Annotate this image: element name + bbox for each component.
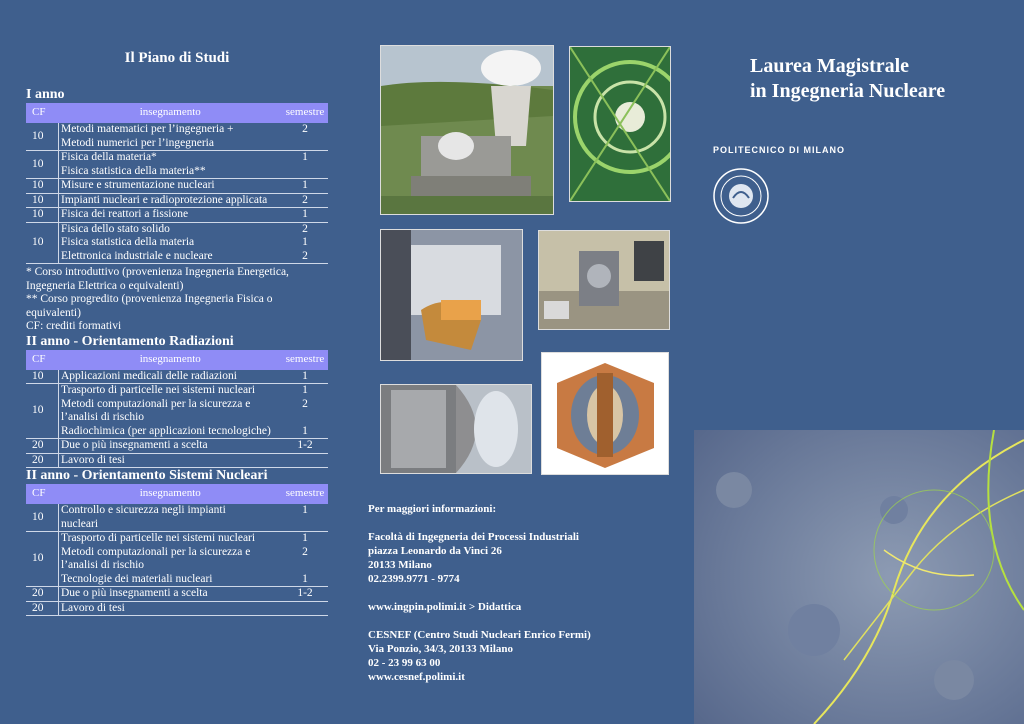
year2a-table — [26, 350, 328, 469]
course-cell — [59, 384, 283, 439]
semester-value: 1 — [302, 572, 308, 585]
detector-photo — [569, 46, 671, 202]
semester-value: 2 — [302, 545, 308, 558]
col-course: insegnamento — [59, 484, 283, 504]
col-cf: CF — [26, 103, 59, 123]
table-row — [26, 384, 328, 439]
course-cell — [59, 532, 283, 587]
year2b-table — [26, 484, 328, 616]
course-name: Due o più insegnamenti a scelta — [61, 439, 208, 451]
semester-cell — [282, 504, 328, 532]
credits-cell: 20 — [26, 587, 59, 602]
note-3: CF: crediti formativi — [26, 320, 122, 332]
semester-value — [284, 137, 326, 151]
year2b-heading: II anno - Orientamento Sistemi Nucleari — [26, 468, 268, 483]
faculty-city: 20133 Milano — [368, 559, 432, 571]
table-row — [26, 123, 328, 151]
course-name: Elettronica industriale e nucleare — [61, 249, 213, 262]
semester-cell — [282, 453, 328, 468]
credits-cell: 10 — [26, 384, 59, 439]
semester-value: 1 — [302, 424, 308, 437]
course-name: Impianti nucleari e radioprotezione applicata — [61, 193, 268, 206]
brochure-title — [750, 54, 945, 104]
semester-value: 2 — [302, 123, 308, 135]
contact-info — [368, 502, 668, 684]
study-plan-title: Il Piano di Studi — [124, 50, 230, 66]
table-row — [26, 601, 328, 616]
course-cell — [59, 123, 283, 151]
semester-value: 1 — [302, 532, 308, 544]
credits-cell: 10 — [26, 193, 59, 208]
course-name: Misure e strumentazione nucleari — [61, 179, 215, 191]
semester-value — [284, 454, 326, 468]
credits-cell: 10 — [26, 370, 59, 384]
course-name: Metodi computazionali per la sicurezza e — [61, 397, 251, 410]
course-name: Fisica statistica della materia** — [61, 164, 206, 177]
semester-value: 1 — [302, 208, 308, 220]
semester-value: 2 — [302, 222, 308, 235]
semester-value: 1 — [302, 151, 308, 163]
col-course: insegnamento — [59, 103, 283, 123]
table-row — [26, 453, 328, 468]
table-row — [26, 179, 328, 194]
course-name: Fisica statistica della materia — [61, 236, 195, 248]
cesnef-name: CESNEF (Centro Studi Nucleari Enrico Fermi) — [368, 629, 591, 641]
study-plan-column — [26, 50, 328, 616]
semester-value: 1-2 — [297, 439, 313, 451]
course-cell — [59, 453, 283, 468]
col-semester: semestre — [282, 103, 328, 123]
credits-cell: 10 — [26, 123, 59, 151]
cesnef-website-link[interactable]: www.cesnef.polimi.it — [368, 671, 465, 683]
reactor-interior-photo — [380, 384, 532, 474]
year1-heading: I anno — [26, 87, 65, 102]
semester-value: 1 — [302, 384, 308, 396]
note-2: ** Corso progredito (provenienza Ingegneria Fisica o equivalenti) — [26, 293, 273, 319]
cesnef-address: Via Ponzio, 34/3, 20133 Milano — [368, 643, 514, 655]
course-cell — [59, 504, 283, 532]
semester-value: 1 — [302, 236, 308, 248]
semester-cell — [282, 587, 328, 602]
course-name: Metodi matematici per l’ingegneria + — [61, 123, 234, 135]
semester-value — [284, 518, 326, 532]
course-name: Controllo e sicurezza negli impianti — [61, 504, 226, 516]
course-name: Fisica della materia* — [61, 151, 157, 163]
credits-cell: 10 — [26, 504, 59, 532]
note-1: * Corso introduttivo (provenienza Ingegneria Energetica, Ingegneria Elettrica o equivalenti) — [26, 266, 289, 292]
institution-name: POLITECNICO DI MILANO — [713, 145, 845, 155]
credits-cell: 10 — [26, 222, 59, 264]
particle-tracks-image — [694, 430, 1024, 724]
cesnef-phone: 02 - 23 99 63 00 — [368, 657, 441, 669]
table-row — [26, 151, 328, 179]
semester-value: 1 — [302, 179, 308, 191]
info-heading: Per maggiori informazioni: — [368, 503, 497, 515]
course-cell — [59, 587, 283, 602]
semester-value: 2 — [302, 397, 308, 410]
semester-cell — [282, 179, 328, 194]
semester-value: 2 — [302, 193, 308, 206]
course-name: Metodi computazionali per la sicurezza e — [61, 545, 251, 558]
credits-cell: 10 — [26, 208, 59, 223]
course-name: Metodi numerici per l’ingegneria — [61, 136, 214, 149]
table-row — [26, 222, 328, 264]
semester-cell — [282, 384, 328, 439]
col-semester: semestre — [282, 484, 328, 504]
course-name: Fisica dei reattori a fissione — [61, 208, 189, 220]
semester-cell — [282, 439, 328, 454]
university-seal-icon — [713, 168, 769, 224]
year1-notes — [26, 266, 328, 334]
semester-cell — [282, 532, 328, 587]
lab-hand-photo — [380, 229, 523, 361]
semester-cell — [282, 222, 328, 264]
course-cell — [59, 179, 283, 194]
course-cell — [59, 151, 283, 179]
faculty-website-link[interactable]: www.ingpin.polimi.it > Didattica — [368, 601, 522, 613]
table-row — [26, 439, 328, 454]
semester-value: 1 — [302, 504, 308, 516]
semester-value: 2 — [302, 249, 308, 262]
semester-cell — [282, 193, 328, 208]
col-cf: CF — [26, 484, 59, 504]
course-name: Applicazioni medicali delle radiazioni — [61, 369, 237, 382]
semester-value — [284, 559, 326, 573]
semester-value — [284, 602, 326, 616]
course-name: l’analisi di rischio — [61, 411, 145, 423]
table-row — [26, 532, 328, 587]
credits-cell: 10 — [26, 179, 59, 194]
course-name: Trasporto di particelle nei sistemi nucleari — [61, 384, 256, 396]
title-line-1: Laurea Magistrale — [750, 55, 910, 77]
credits-cell: 10 — [26, 151, 59, 179]
faculty-phone: 02.2399.9771 - 9774 — [368, 573, 460, 585]
col-semester: semestre — [282, 350, 328, 370]
course-cell — [59, 193, 283, 208]
course-name: l’analisi di rischio — [61, 559, 145, 571]
table-row — [26, 193, 328, 208]
table-row — [26, 370, 328, 384]
semester-cell — [282, 208, 328, 223]
credits-cell: 20 — [26, 439, 59, 454]
credits-cell: 20 — [26, 601, 59, 616]
course-name: nucleari — [61, 517, 99, 530]
course-cell — [59, 208, 283, 223]
course-name: Radiochimica (per applicazioni tecnologiche) — [61, 424, 271, 437]
course-name: Fisica dello stato solido — [61, 222, 170, 235]
credits-cell: 20 — [26, 453, 59, 468]
semester-cell — [282, 123, 328, 151]
tokamak-diagram — [541, 352, 669, 475]
title-line-2: in Ingegneria Nucleare — [750, 80, 946, 102]
course-cell — [59, 439, 283, 454]
table-row — [26, 587, 328, 602]
semester-value: 1-2 — [297, 587, 313, 599]
course-cell — [59, 222, 283, 264]
course-name: Due o più insegnamenti a scelta — [61, 587, 208, 599]
power-plant-photo — [380, 45, 554, 215]
lab-equipment-photo — [538, 230, 670, 330]
course-cell — [59, 601, 283, 616]
semester-cell — [282, 601, 328, 616]
semester-cell — [282, 151, 328, 179]
year2a-heading: II anno - Orientamento Radiazioni — [26, 333, 234, 349]
year1-table — [26, 103, 328, 264]
col-course: insegnamento — [59, 350, 283, 370]
faculty-name: Facoltà di Ingegneria dei Processi Industriali — [368, 531, 579, 543]
semester-cell — [282, 370, 328, 384]
course-name: Tecnologie dei materiali nucleari — [61, 572, 213, 585]
course-name: Lavoro di tesi — [61, 453, 125, 466]
semester-value — [284, 165, 326, 179]
course-name: Trasporto di particelle nei sistemi nucleari — [61, 532, 256, 544]
table-row — [26, 504, 328, 532]
semester-value: 1 — [302, 369, 308, 382]
table-row — [26, 208, 328, 223]
course-name: Lavoro di tesi — [61, 601, 125, 614]
semester-value — [284, 411, 326, 425]
credits-cell: 10 — [26, 532, 59, 587]
faculty-address: piazza Leonardo da Vinci 26 — [368, 545, 502, 557]
course-cell — [59, 370, 283, 384]
col-cf: CF — [26, 350, 59, 370]
